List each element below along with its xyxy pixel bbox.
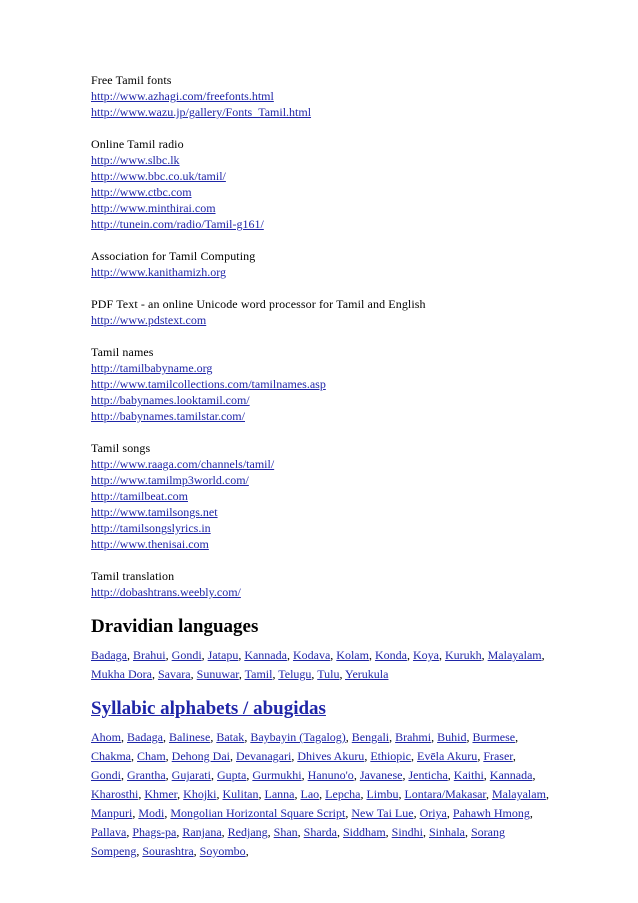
url-link[interactable]: http://www.raaga.com/channels/tamil/ [91,457,275,471]
link-list-item [91,264,551,280]
url-link[interactable]: http://tamilsongslyrics.in [91,521,211,535]
language-link[interactable]: Evēla Akuru [416,749,478,763]
link-list-item [91,360,551,376]
link-section [91,440,551,552]
link-list-item [91,456,551,472]
language-link[interactable]: Sindhi [391,825,423,839]
url-link[interactable]: http://dobashtrans.weebly.com/ [91,585,241,599]
section-title: Tamil translation [91,569,175,583]
link-list-item [91,312,551,328]
language-link[interactable]: Soyombo [199,844,246,858]
language-link[interactable]: Hanuno'o [307,768,354,782]
language-link[interactable]: Tamil [244,667,273,681]
link-section [91,568,551,600]
url-link[interactable]: http://babynames.looktamil.com/ [91,393,250,407]
language-link[interactable]: Devanagari [236,749,292,763]
language-link[interactable]: Jenticha [408,768,448,782]
language-link[interactable]: Javanese [359,768,403,782]
language-link[interactable]: Chakma [91,749,131,763]
url-link[interactable]: http://www.bbc.co.uk/tamil/ [91,169,226,183]
url-link[interactable]: http://www.wazu.jp/gallery/Fonts_Tamil.html [91,105,312,119]
language-link[interactable]: Mukha Dora [91,667,152,681]
language-link[interactable]: Ahom [91,730,121,744]
url-link[interactable]: http://www.ctbc.com [91,185,192,199]
language-link[interactable]: Kannada [244,648,287,662]
link-list-item [91,392,551,408]
language-link[interactable]: Lanna [264,787,295,801]
language-link[interactable]: Malayalam [487,648,542,662]
language-link[interactable]: Kurukh [444,648,482,662]
language-link[interactable]: Ethiopic [370,749,411,763]
language-link[interactable]: Kolam [336,648,369,662]
link-list [91,312,551,328]
language-link[interactable]: Sourashtra [142,844,194,858]
link-sections [91,72,551,600]
section-title: Tamil names [91,345,154,359]
language-link[interactable]: Fraser [483,749,513,763]
language-link[interactable]: Redjang [227,825,268,839]
language-link[interactable]: Gurmukhi [252,768,302,782]
link-section [91,296,551,328]
link-section [91,344,551,424]
link-list-item [91,536,551,552]
language-link[interactable]: Sharda [303,825,337,839]
syllabic-heading-link[interactable]: Syllabic alphabets / abugidas [91,698,326,719]
link-list-item [91,168,551,184]
language-link[interactable]: Badaga [91,648,127,662]
language-link[interactable]: Brahmi [395,730,432,744]
language-link[interactable]: Burmese [472,730,516,744]
language-link[interactable]: Siddham [342,825,386,839]
language-link[interactable]: Lontara/Makasar [404,787,486,801]
section-title: Association for Tamil Computing [91,249,256,263]
link-list-item [91,88,551,104]
language-link[interactable]: Jatapu [207,648,239,662]
language-link[interactable]: Lepcha [325,787,361,801]
url-link[interactable]: http://www.thenisai.com [91,537,209,551]
link-list [91,88,551,120]
link-list [91,360,551,424]
section-title: Free Tamil fonts [91,73,172,87]
language-link[interactable]: Buhid [437,730,467,744]
link-list-item [91,216,551,232]
url-link[interactable]: http://www.azhagi.com/freefonts.html [91,89,274,103]
language-link[interactable]: Badaga [127,730,163,744]
section-title: Tamil songs [91,441,151,455]
language-link[interactable]: Khmer [144,787,178,801]
language-link[interactable]: Sinhala [429,825,465,839]
link-list-item [91,504,551,520]
section-title: PDF Text - an online Unicode word processor for Tamil and English [91,297,426,311]
section-title: Online Tamil radio [91,137,184,151]
url-link[interactable]: http://www.kanithamizh.org [91,265,226,279]
language-link[interactable]: Kaithi [453,768,484,782]
dravidian-language-list: Badaga, Brahui, Gondi, Jatapu, Kannada, Kodava, Kolam, Konda, Koya, Kurukh, Malayalam, Mukha Dora, Savara, Sunuwar, Tamil, Telugu, Tulu, Yerukula [91,648,545,681]
language-link[interactable]: Oriya [419,806,447,820]
language-link[interactable]: Baybayin (Tagalog) [250,730,346,744]
language-link[interactable]: Gondi [171,648,202,662]
language-link[interactable]: Savara [157,667,191,681]
language-link[interactable]: Sunuwar [196,667,239,681]
language-link[interactable]: Ranjana [182,825,222,839]
language-link[interactable]: Brahui [132,648,166,662]
language-link[interactable]: Phags-pa [132,825,177,839]
language-link[interactable]: Kharosthi [91,787,139,801]
language-link[interactable]: Modi [138,806,165,820]
url-link[interactable]: http://www.tamilmp3world.com/ [91,473,249,487]
link-list-item [91,584,551,600]
language-link[interactable]: Kulitan [222,787,259,801]
url-link[interactable]: http://www.pdstext.com [91,313,207,327]
link-list-item [91,408,551,424]
url-link[interactable]: http://tamilbeat.com [91,489,188,503]
url-link[interactable]: http://www.tamilsongs.net [91,505,218,519]
language-link[interactable]: Shan [273,825,298,839]
language-link[interactable]: Tulu [317,667,340,681]
language-link[interactable]: Pahawh Hmong [452,806,530,820]
language-link[interactable]: Malayalam [491,787,546,801]
syllabic-language-list: Ahom, Badaga, Balinese, Batak, Baybayin (Tagalog), Bengali, Brahmi, Buhid, Burmese, Chakma, Cham, Dehong Dai, Devanagari, Dhives Akuru, Ethiopic, Evēla Akuru, Fraser, Gondi, Grantha, Gujarati, Gupta, Gurmukhi, Hanuno'o, Javanese, Jenticha, Kaithi, Kannada, Kharosthi, Khmer, Khojki, Kulitan, Lanna, Lao, Lepcha, Limbu, Lontara/Makasar, Malayalam, Manpuri, Modi, Mongolian Horizontal Square Script, New Tai Lue, Oriya, Pahawh Hmong, Pallava, Phags-pa, Ranjana, Redjang, Shan, Sharda, Siddham, Sindhi, Sinhala, Sorang Sompeng, Sourashtra, Soyombo, [91,730,549,858]
url-link[interactable]: http://www.slbc.lk [91,153,180,167]
language-link[interactable]: Bengali [351,730,390,744]
link-list [91,456,551,552]
language-link[interactable]: New Tai Lue [351,806,414,820]
language-link[interactable]: Kannada [489,768,533,782]
language-link[interactable]: Gupta [216,768,247,782]
link-list-item [91,376,551,392]
dravidian-heading: Dravidian languages [91,616,259,637]
link-list [91,152,551,232]
language-link[interactable]: Cham [137,749,166,763]
url-link[interactable]: http://www.tamilcollections.com/tamilnames.asp [91,377,326,391]
language-link[interactable]: Batak [216,730,245,744]
language-link[interactable]: Gondi [91,768,121,782]
language-link[interactable]: Gujarati [171,768,211,782]
link-list-item [91,472,551,488]
link-section [91,136,551,232]
url-link[interactable]: http://tunein.com/radio/Tamil-g161/ [91,217,264,231]
link-list [91,584,551,600]
link-list-item [91,152,551,168]
link-list-item [91,184,551,200]
link-section [91,248,551,280]
language-link[interactable]: Kodava [292,648,331,662]
language-link[interactable]: Dehong Dai [171,749,230,763]
document-page [91,72,551,875]
link-list-item [91,520,551,536]
url-link[interactable]: http://tamilbabyname.org [91,361,213,375]
language-link[interactable]: Balinese [168,730,211,744]
language-link[interactable]: Koya [412,648,439,662]
link-list-item [91,200,551,216]
link-list-item [91,488,551,504]
language-link[interactable]: Manpuri [91,806,133,820]
language-link[interactable]: Dhives Akuru [297,749,365,763]
link-list [91,264,551,280]
link-list-item [91,104,551,120]
language-link[interactable]: Yerukula [345,667,389,681]
language-link[interactable]: Sorang Sompeng [91,825,505,858]
language-link[interactable]: Pallava [91,825,127,839]
syllabic-heading[interactable] [91,698,551,720]
language-link[interactable]: Limbu [366,787,399,801]
language-link[interactable]: Telugu [278,667,312,681]
url-link[interactable]: http://www.minthirai.com [91,201,216,215]
url-link[interactable]: http://babynames.tamilstar.com/ [91,409,245,423]
language-link[interactable]: Khojki [183,787,217,801]
language-link[interactable]: Lao [300,787,320,801]
link-section [91,72,551,120]
language-link[interactable]: Grantha [127,768,166,782]
language-link[interactable]: Mongolian Horizontal Square Script [170,806,346,820]
language-link[interactable]: Konda [374,648,407,662]
